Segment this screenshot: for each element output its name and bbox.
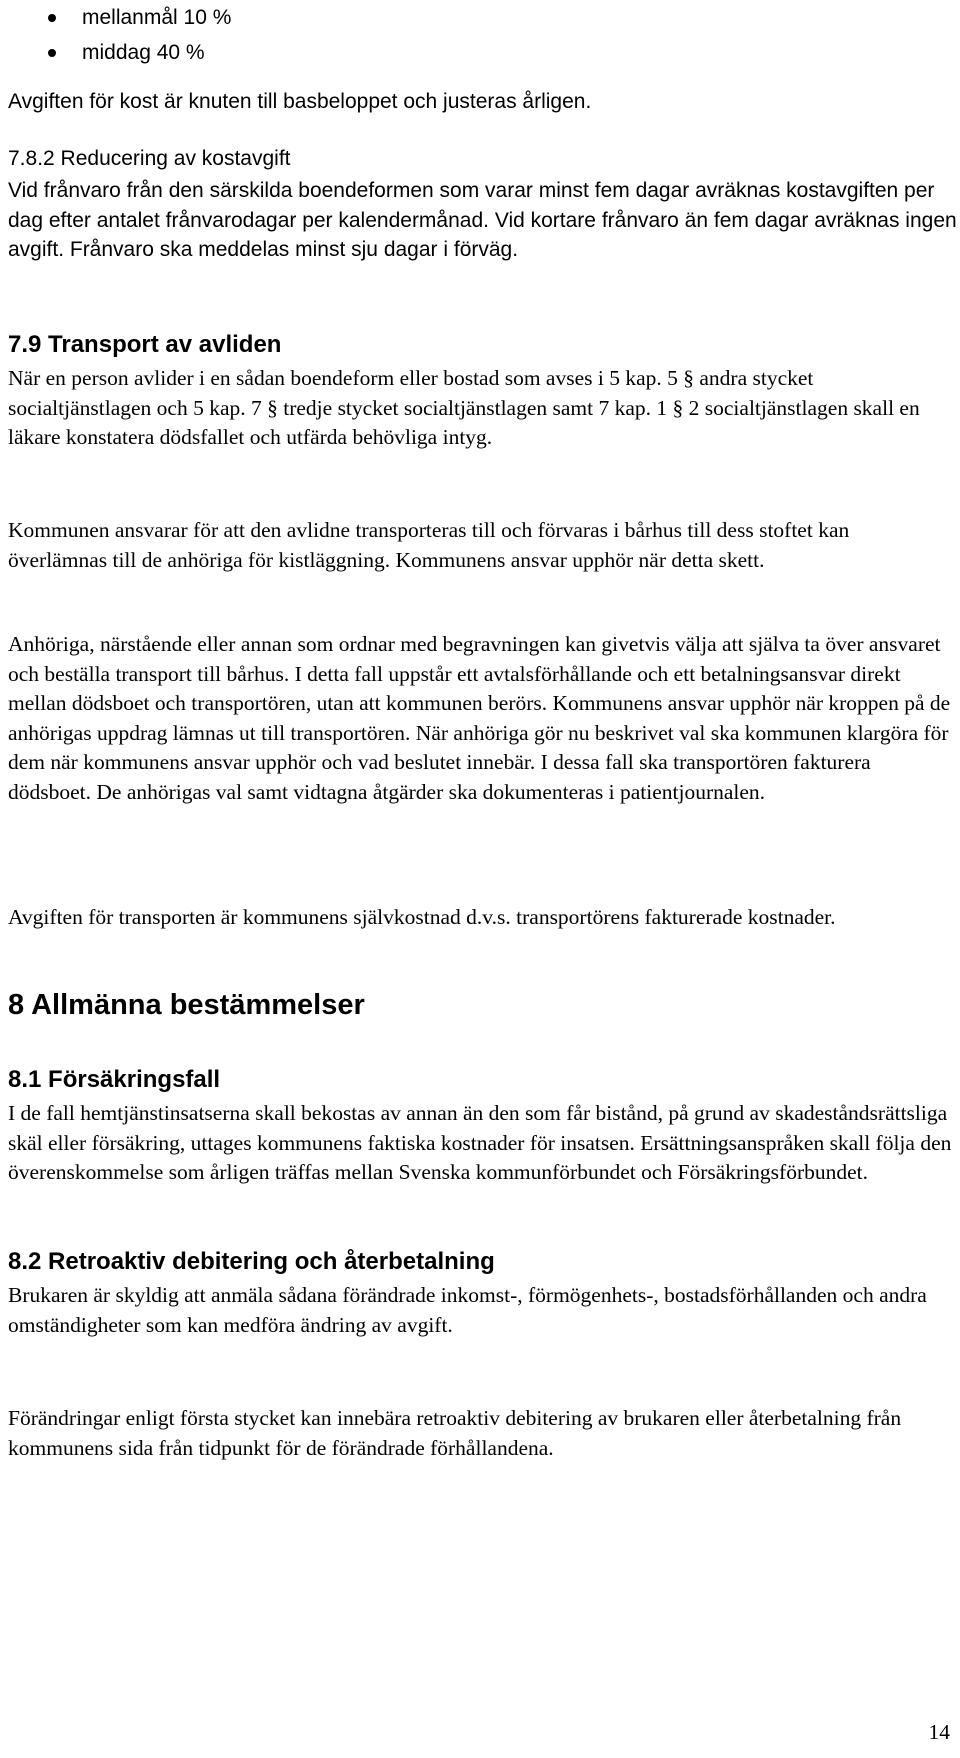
paragraph-8-2-a: Brukaren är skyldig att anmäla sådana förändrade inkomst-, förmögenhets-, bostadsförhållanden och andra omständigheter som kan medföra ändring av avgift. — [8, 1283, 927, 1337]
list-item — [44, 35, 231, 70]
paragraph-8-1: I de fall hemtjänstinsatserna skall bekostas av annan än den som får bistånd, på grund av skadeståndsrättsliga skäl eller försäkring, uttages kommunens faktiska kostnader för insatsen. Ersättningsanspråken skall följa den överenskommelse som årligen träffas mellan Svenska kommunförbundet och Försäkringsförbundet. — [8, 1101, 952, 1184]
page-number: 14 — [928, 1720, 950, 1744]
heading-7-8-2: 7.8.2 Reducering av kostavgift — [8, 147, 291, 170]
heading-8: 8 Allmänna bestämmelser — [8, 989, 365, 1021]
paragraph-7-9-b: Kommunen ansvarar för att den avlidne transporteras till och förvaras i bårhus till dess stoftet kan överlämnas till de anhöriga för kistläggning. Kommunens ansvar upphör när detta skett. — [8, 518, 850, 572]
list-item-text: mellanmål 10 % — [82, 6, 232, 29]
paragraph-kost: Avgiften för kost är knuten till basbeloppet och justeras årligen. — [8, 90, 592, 113]
paragraph-8-2-b: Förändringar enligt första stycket kan innebära retroaktiv debitering av brukaren eller återbetalning från kommunens sida från tidpunkt för de förändrade förhållandena. — [8, 1406, 902, 1460]
paragraph-7-9-a: När en person avlider i en sådan boendeform eller bostad som avses i 5 kap. 5 § andra stycket socialtjänstlagen och 5 kap. 7 § tredje stycket socialtjänstlagen samt 7 kap. 1 § 2 socialtjänstlagen skall en läkare konstatera dödsfallet och utfärda behövliga intyg. — [8, 366, 920, 449]
heading-8-1: 8.1 Försäkringsfall — [8, 1066, 221, 1093]
heading-8-2: 8.2 Retroaktiv debitering och återbetalning — [8, 1248, 495, 1275]
bullet-icon — [48, 49, 56, 57]
paragraph-7-9-d: Avgiften för transporten är kommunens självkostnad d.v.s. transportörens fakturerade kostnader. — [8, 905, 836, 929]
paragraph-7-8-2: Vid frånvaro från den särskilda boendeformen som varar minst fem dagar avräknas kostavgiften per dag efter antalet frånvarodagar per kalendermånad. Vid kortare frånvaro än fem dagar avräknas ingen avgift. Frånvaro ska meddelas minst sju dagar i förväg. — [8, 179, 957, 261]
bullet-list — [44, 0, 231, 70]
list-item — [44, 0, 231, 35]
list-item-text: middag 40 % — [82, 41, 205, 64]
heading-7-9: 7.9 Transport av avliden — [8, 331, 282, 358]
bullet-icon — [48, 14, 56, 22]
paragraph-7-9-c: Anhöriga, närstående eller annan som ordnar med begravningen kan givetvis välja att själva ta över ansvaret och beställa transport till bårhus. I detta fall uppstår ett avtalsförhållande och ett betalningsansvar direkt mellan dödsboet och transportören, utan att kommunen berörs. Kommunens ansvar upphör när kroppen på de anhörigas uppdrag lämnas ut till transportören. När anhöriga gör nu beskrivet val ska kommunen klargöra för dem när kommunens ansvar upphör och vad beslutet innebär. I dessa fall ska transportören fakturera dödsboet. De anhörigas val samt vidtagna åtgärder ska dokumenteras i patientjournalen. — [8, 632, 951, 804]
